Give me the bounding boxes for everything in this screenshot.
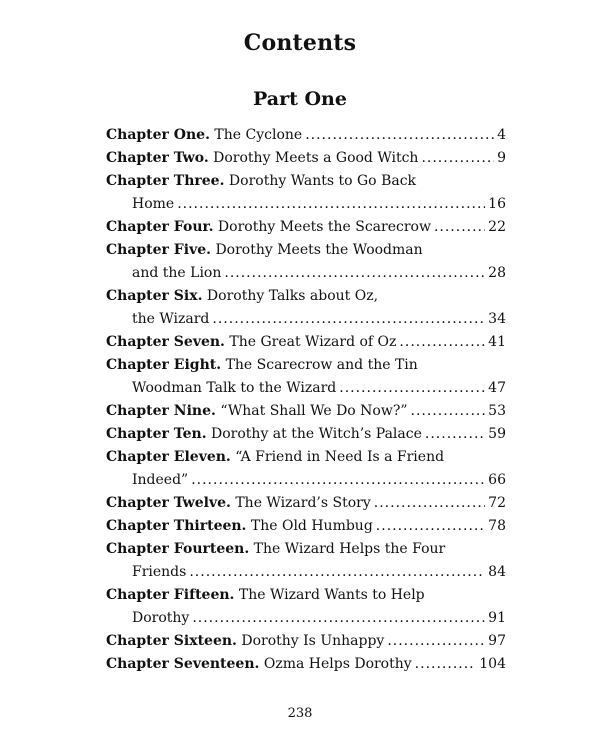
chapter-label: Chapter Thirteen. <box>106 518 247 534</box>
dot-leader <box>177 193 485 216</box>
dot-leader <box>305 124 494 147</box>
toc-entry-14[interactable] <box>106 538 506 584</box>
table-of-contents <box>106 124 506 676</box>
chapter-page: 34 <box>488 311 506 327</box>
chapter-label: Chapter Nine. <box>106 403 216 419</box>
dot-leader <box>421 147 494 170</box>
toc-entry-7[interactable] <box>106 331 506 354</box>
chapter-title: Dorothy at the Witch’s Palace <box>211 426 422 442</box>
chapter-page: 9 <box>497 150 506 166</box>
chapter-page: 41 <box>488 334 506 350</box>
chapter-label: Chapter Sixteen. <box>106 633 237 649</box>
toc-entry-1[interactable] <box>106 124 506 147</box>
chapter-label: Chapter Fourteen. <box>106 541 250 557</box>
dot-leader <box>415 653 477 676</box>
chapter-title: Dorothy Wants to Go Back <box>228 173 417 189</box>
toc-entry-8[interactable] <box>106 354 506 400</box>
chapter-page: 16 <box>488 196 506 212</box>
chapter-title-continued: the Wizard <box>132 311 210 327</box>
toc-entry-4[interactable] <box>106 216 506 239</box>
dot-leader <box>399 331 485 354</box>
toc-entry-17[interactable] <box>106 653 506 676</box>
chapter-title-continued: Friends <box>132 564 187 580</box>
dot-leader <box>189 561 485 584</box>
chapter-page: 97 <box>488 633 506 649</box>
chapter-label: Chapter Four. <box>106 219 214 235</box>
chapter-page: 53 <box>488 403 506 419</box>
dot-leader <box>224 262 485 285</box>
toc-entry-5[interactable] <box>106 239 506 285</box>
toc-entry-3[interactable] <box>106 170 506 216</box>
chapter-title: The Cyclone <box>214 127 303 143</box>
chapter-page: 104 <box>479 656 506 672</box>
chapter-label: Chapter Seven. <box>106 334 225 350</box>
dot-leader <box>411 400 486 423</box>
toc-entry-2[interactable] <box>106 147 506 170</box>
toc-entry-16[interactable] <box>106 630 506 653</box>
chapter-title: The Great Wizard of Oz <box>229 334 397 350</box>
chapter-title: “What Shall We Do Now?” <box>220 403 408 419</box>
chapter-title: Dorothy Is Unhappy <box>241 633 385 649</box>
chapter-page: 28 <box>488 265 506 281</box>
chapter-label: Chapter Five. <box>106 242 211 258</box>
chapter-label: Chapter One. <box>106 127 210 143</box>
chapter-label: Chapter Two. <box>106 150 209 166</box>
toc-entry-6[interactable] <box>106 285 506 331</box>
chapter-label: Chapter Ten. <box>106 426 207 442</box>
chapter-title: Dorothy Talks about Oz, <box>206 288 379 304</box>
chapter-page: 72 <box>488 495 506 511</box>
dot-leader <box>339 377 485 400</box>
dot-leader <box>212 308 485 331</box>
chapter-title-continued: Indeed” <box>132 472 189 488</box>
chapter-label: Chapter Eight. <box>106 357 222 373</box>
chapter-title-continued: and the Lion <box>132 265 222 281</box>
page-title: Contents <box>243 30 357 56</box>
toc-entry-13[interactable] <box>106 515 506 538</box>
chapter-page: 84 <box>488 564 506 580</box>
dot-leader <box>425 423 485 446</box>
chapter-page: 47 <box>488 380 506 396</box>
chapter-title-continued: Dorothy <box>132 610 190 626</box>
chapter-title-continued: Home <box>132 196 175 212</box>
dot-leader <box>434 216 485 239</box>
dot-leader <box>374 492 485 515</box>
toc-entry-12[interactable] <box>106 492 506 515</box>
chapter-page: 22 <box>488 219 506 235</box>
chapter-label: Chapter Twelve. <box>106 495 231 511</box>
page-number: 238 <box>287 706 313 721</box>
chapter-label: Chapter Three. <box>106 173 225 189</box>
chapter-page: 78 <box>488 518 506 534</box>
dot-leader <box>376 515 485 538</box>
chapter-page: 4 <box>497 127 506 143</box>
chapter-title: Ozma Helps Dorothy <box>263 656 412 672</box>
chapter-page: 59 <box>488 426 506 442</box>
chapter-title: Dorothy Meets the Scarecrow <box>217 219 431 235</box>
chapter-title: Dorothy Meets a Good Witch <box>213 150 419 166</box>
chapter-page: 91 <box>488 610 506 626</box>
part-heading: Part One <box>253 88 347 110</box>
chapter-label: Chapter Six. <box>106 288 203 304</box>
dot-leader <box>192 607 485 630</box>
chapter-title: “A Friend in Need Is a Friend <box>235 449 445 465</box>
chapter-title: The Scarecrow and the Tin <box>225 357 418 373</box>
toc-entry-15[interactable] <box>106 584 506 630</box>
chapter-label: Chapter Seventeen. <box>106 656 260 672</box>
chapter-title: The Wizard Wants to Help <box>238 587 425 603</box>
toc-entry-10[interactable] <box>106 423 506 446</box>
chapter-title: The Old Humbug <box>250 518 373 534</box>
toc-entry-11[interactable] <box>106 446 506 492</box>
chapter-label: Chapter Eleven. <box>106 449 231 465</box>
chapter-label: Chapter Fifteen. <box>106 587 235 603</box>
chapter-title-continued: Woodman Talk to the Wizard <box>132 380 337 396</box>
chapter-title: The Wizard Helps the Four <box>253 541 446 557</box>
chapter-title: The Wizard’s Story <box>235 495 371 511</box>
dot-leader <box>387 630 485 653</box>
dot-leader <box>191 469 485 492</box>
chapter-title: Dorothy Meets the Woodman <box>215 242 423 258</box>
chapter-page: 66 <box>488 472 506 488</box>
toc-entry-9[interactable] <box>106 400 506 423</box>
